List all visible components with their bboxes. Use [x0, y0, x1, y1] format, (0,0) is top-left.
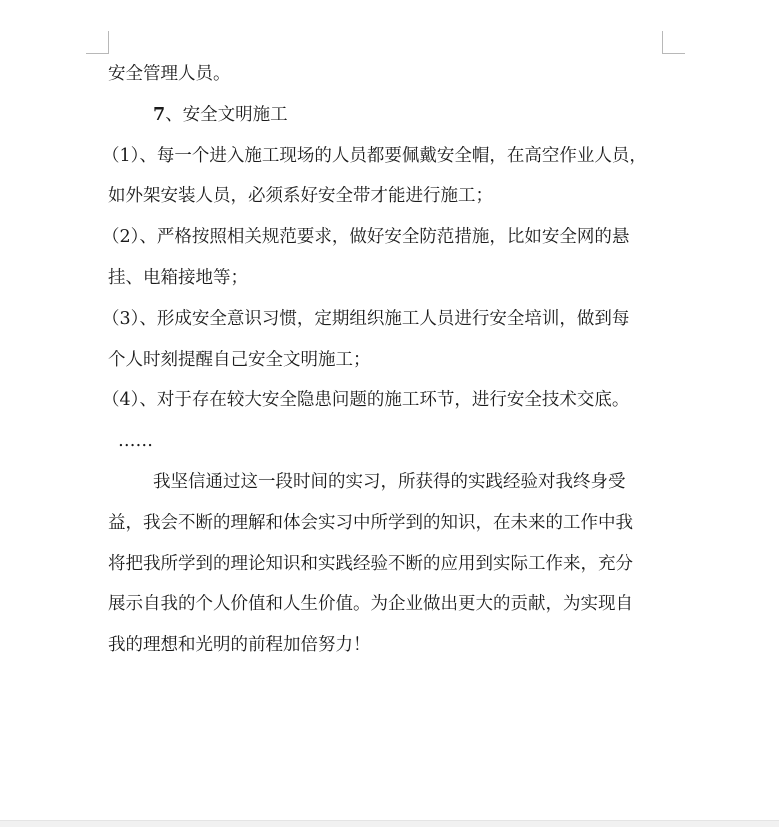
ellipsis-line: ……	[118, 431, 153, 452]
text-line: 安全管理人员。	[108, 64, 231, 84]
list-item-4-line-1: （4）、对于存在较大安全隐患问题的施工环节，进行安全技术交底。	[102, 390, 630, 411]
crop-mark-top-right	[662, 31, 685, 54]
list-item-2-line-2: 挂、电箱接地等；	[108, 267, 248, 288]
section-heading	[108, 99, 668, 140]
section-heading-number: 7	[153, 104, 166, 125]
list-item-1-line-2: 如外架安装人员，必须系好安全带才能进行施工；	[108, 186, 493, 207]
list-item-1-line-1: （1）、每一个进入施工现场的人员都要佩戴安全帽，在高空作业人员，	[102, 145, 647, 166]
document-body	[102, 58, 668, 670]
list-item-2-line-1: （2）、严格按照相关规范要求，做好安全防范措施，比如安全网的悬	[102, 227, 630, 248]
paragraph-line-4: 展示自我的个人价值和人生价值。为企业做出更大的贡献，为实现自	[108, 594, 633, 615]
list-item-3-line-2: 个人时刻提醒自己安全文明施工；	[108, 349, 371, 370]
paragraph-line-2: 益，我会不断的理解和体会实习中所学到的知识，在未来的工作中我	[108, 512, 633, 533]
paragraph-line-5: 我的理想和光明的前程加倍努力！	[108, 635, 371, 656]
crop-mark-top-left	[86, 31, 109, 54]
paragraph-line-1: 我坚信通过这一段时间的实习，所获得的实践经验对我终身受	[153, 471, 626, 492]
section-heading-title: 、安全文明施工	[165, 104, 288, 125]
paragraph-line-3: 将把我所学到的理论知识和实践经验不断的应用到实际工作来，充分	[108, 553, 633, 574]
list-item-3-line-1: （3）、形成安全意识习惯，定期组织施工人员进行安全培训，做到每	[102, 308, 630, 329]
